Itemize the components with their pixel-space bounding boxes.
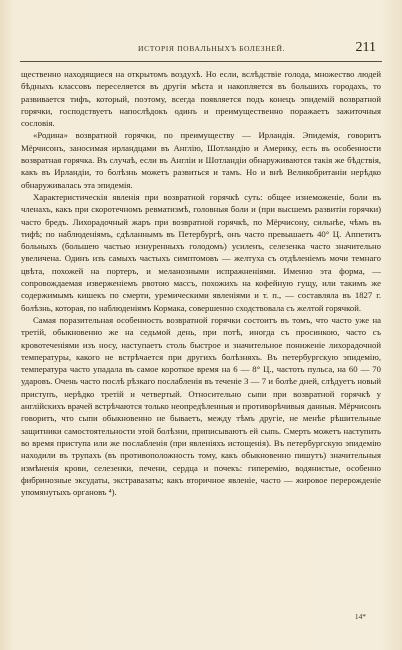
paragraph-4: Самая поразительная особенность возвратной горячки состоитъ въ томъ, что часто уже на третій, обыкновенно же на седьмой день, при потѣ, иногда съ просинкою, часто съ кровотеченіями изъ носу, наступаетъ столь быстрое и значительное пониженіе лихорадочной температуры, какого не встрѣчается при другихъ болѣзняхъ. Въ петербургскую эпидемію, температура часто упадала въ самое короткое время на 6 — 8° Ц., частоть пульса, на 60 — 70 ударовъ. Очень часто послѣ рѣзкаго послабленія въ теченіе 3 — 7 и болѣе дней, слѣдуетъ новый приступъ, нерѣдко третій и четвертый. Относительно сыпи при возвратной горячкѣ у англійскихъ врачей встрѣчаются только неопредѣленныя и противорѣчивыя данныя. Мёрчисонъ говоритъ, что сыпи обыкновенно не бываетъ, между тѣмъ другіе, не менѣе рѣшительные защитники самостоятельности этой болѣзни, приписываютъ ей сыпь. Смерть можетъ наступить во время приступа или же послабленія (при явленіяхъ истощенія). Въ петербургскую эпидемію находили въ трупахъ (въ противоположность тому, какъ обыкновенно пишутъ) значительныя измѣненія крови, селезенки, печени, сердца и почекъ: гиперемію, водянистые, особенно фибринозные эксудаты, экстравазаты; какъ вторичное явленіе, часто — жировое перерожденіе упомянутыхъ органовъ ⁴). (21, 314, 381, 498)
page-number: 211 (355, 40, 376, 55)
page-header (20, 40, 382, 58)
paragraph-1: щественно находящиеся на открытомъ воздухѣ. Но если, вслѣдствіе голода, множество людей бѣдныхъ классовъ переселяется въ другія мѣста и накопляется въ большихъ городахъ, то развивается тифъ, который, поэтому, всегда появляется подъ конецъ эпидемій возвратной горячки, господствуетъ напослѣдокъ одинъ и преимущественно поражаетъ зажиточныя сословія. (21, 69, 381, 129)
running-title: ИСТОРІЯ ПОВАЛЬНЫХЪ БОЛЕЗНЕЙ. (138, 44, 286, 53)
paragraph-2: «Родина» возвратной горячки, по преимуществу — Ирландія. Эпидемія, говоритъ Мёрчисонъ, заносимая ирландцами въ Англію, Шотландію и Америку, есть въ особенности возвратная горячка. Въ случаѣ, если въ Англіи и Шотландіи обнаруживаются такія же бѣдствія, какъ въ Ирландіи, то болѣзнь можетъ развиться и тамъ. Но и внѣ Великобританіи нерѣдко обнаруживалась эта эпидемія. (21, 130, 381, 190)
body-text (21, 68, 381, 498)
printer-signature-mark: 14* (354, 612, 366, 621)
paragraph-3: Характеристическія явленія при возвратной горячкѣ суть: общее изнеможеніе, боли въ членахъ, какъ при скоротечномъ ревматизмѣ, головныя боли и (при высшемъ развитіи горячки) часто бредъ. Лихорадочный жаръ при возвратной горячкѣ, по Мёрчисону, сильнѣе, чѣмъ въ тифѣ; по наблюденіямъ, сдѣланнымъ въ Петербургѣ, онъ часто превышаетъ 40° Ц. Аппетитъ больныхъ (большею частью изнуренныхъ голодомъ) усиленъ, селезенка часто значительно увеличена. Одинъ изъ самыхъ частыхъ симптомовъ — желтуха съ отдѣленіемъ мочи темнаго цвѣта, похожей на портеръ, и меланозными испражненіями. Именно эта форма, — сопровождаемая изверженіемъ рвотою массъ, похожихъ на кофейную гущу, или такимъ же содержимымъ кишекъ по смерти, уремическими явленіями и т. п., — составляла въ 1827 г. болѣзнь, которая, по наблюденіямъ Кормака, совершенно сходствовала съ желтой горячкой. (21, 191, 381, 313)
header-rule (20, 61, 382, 62)
